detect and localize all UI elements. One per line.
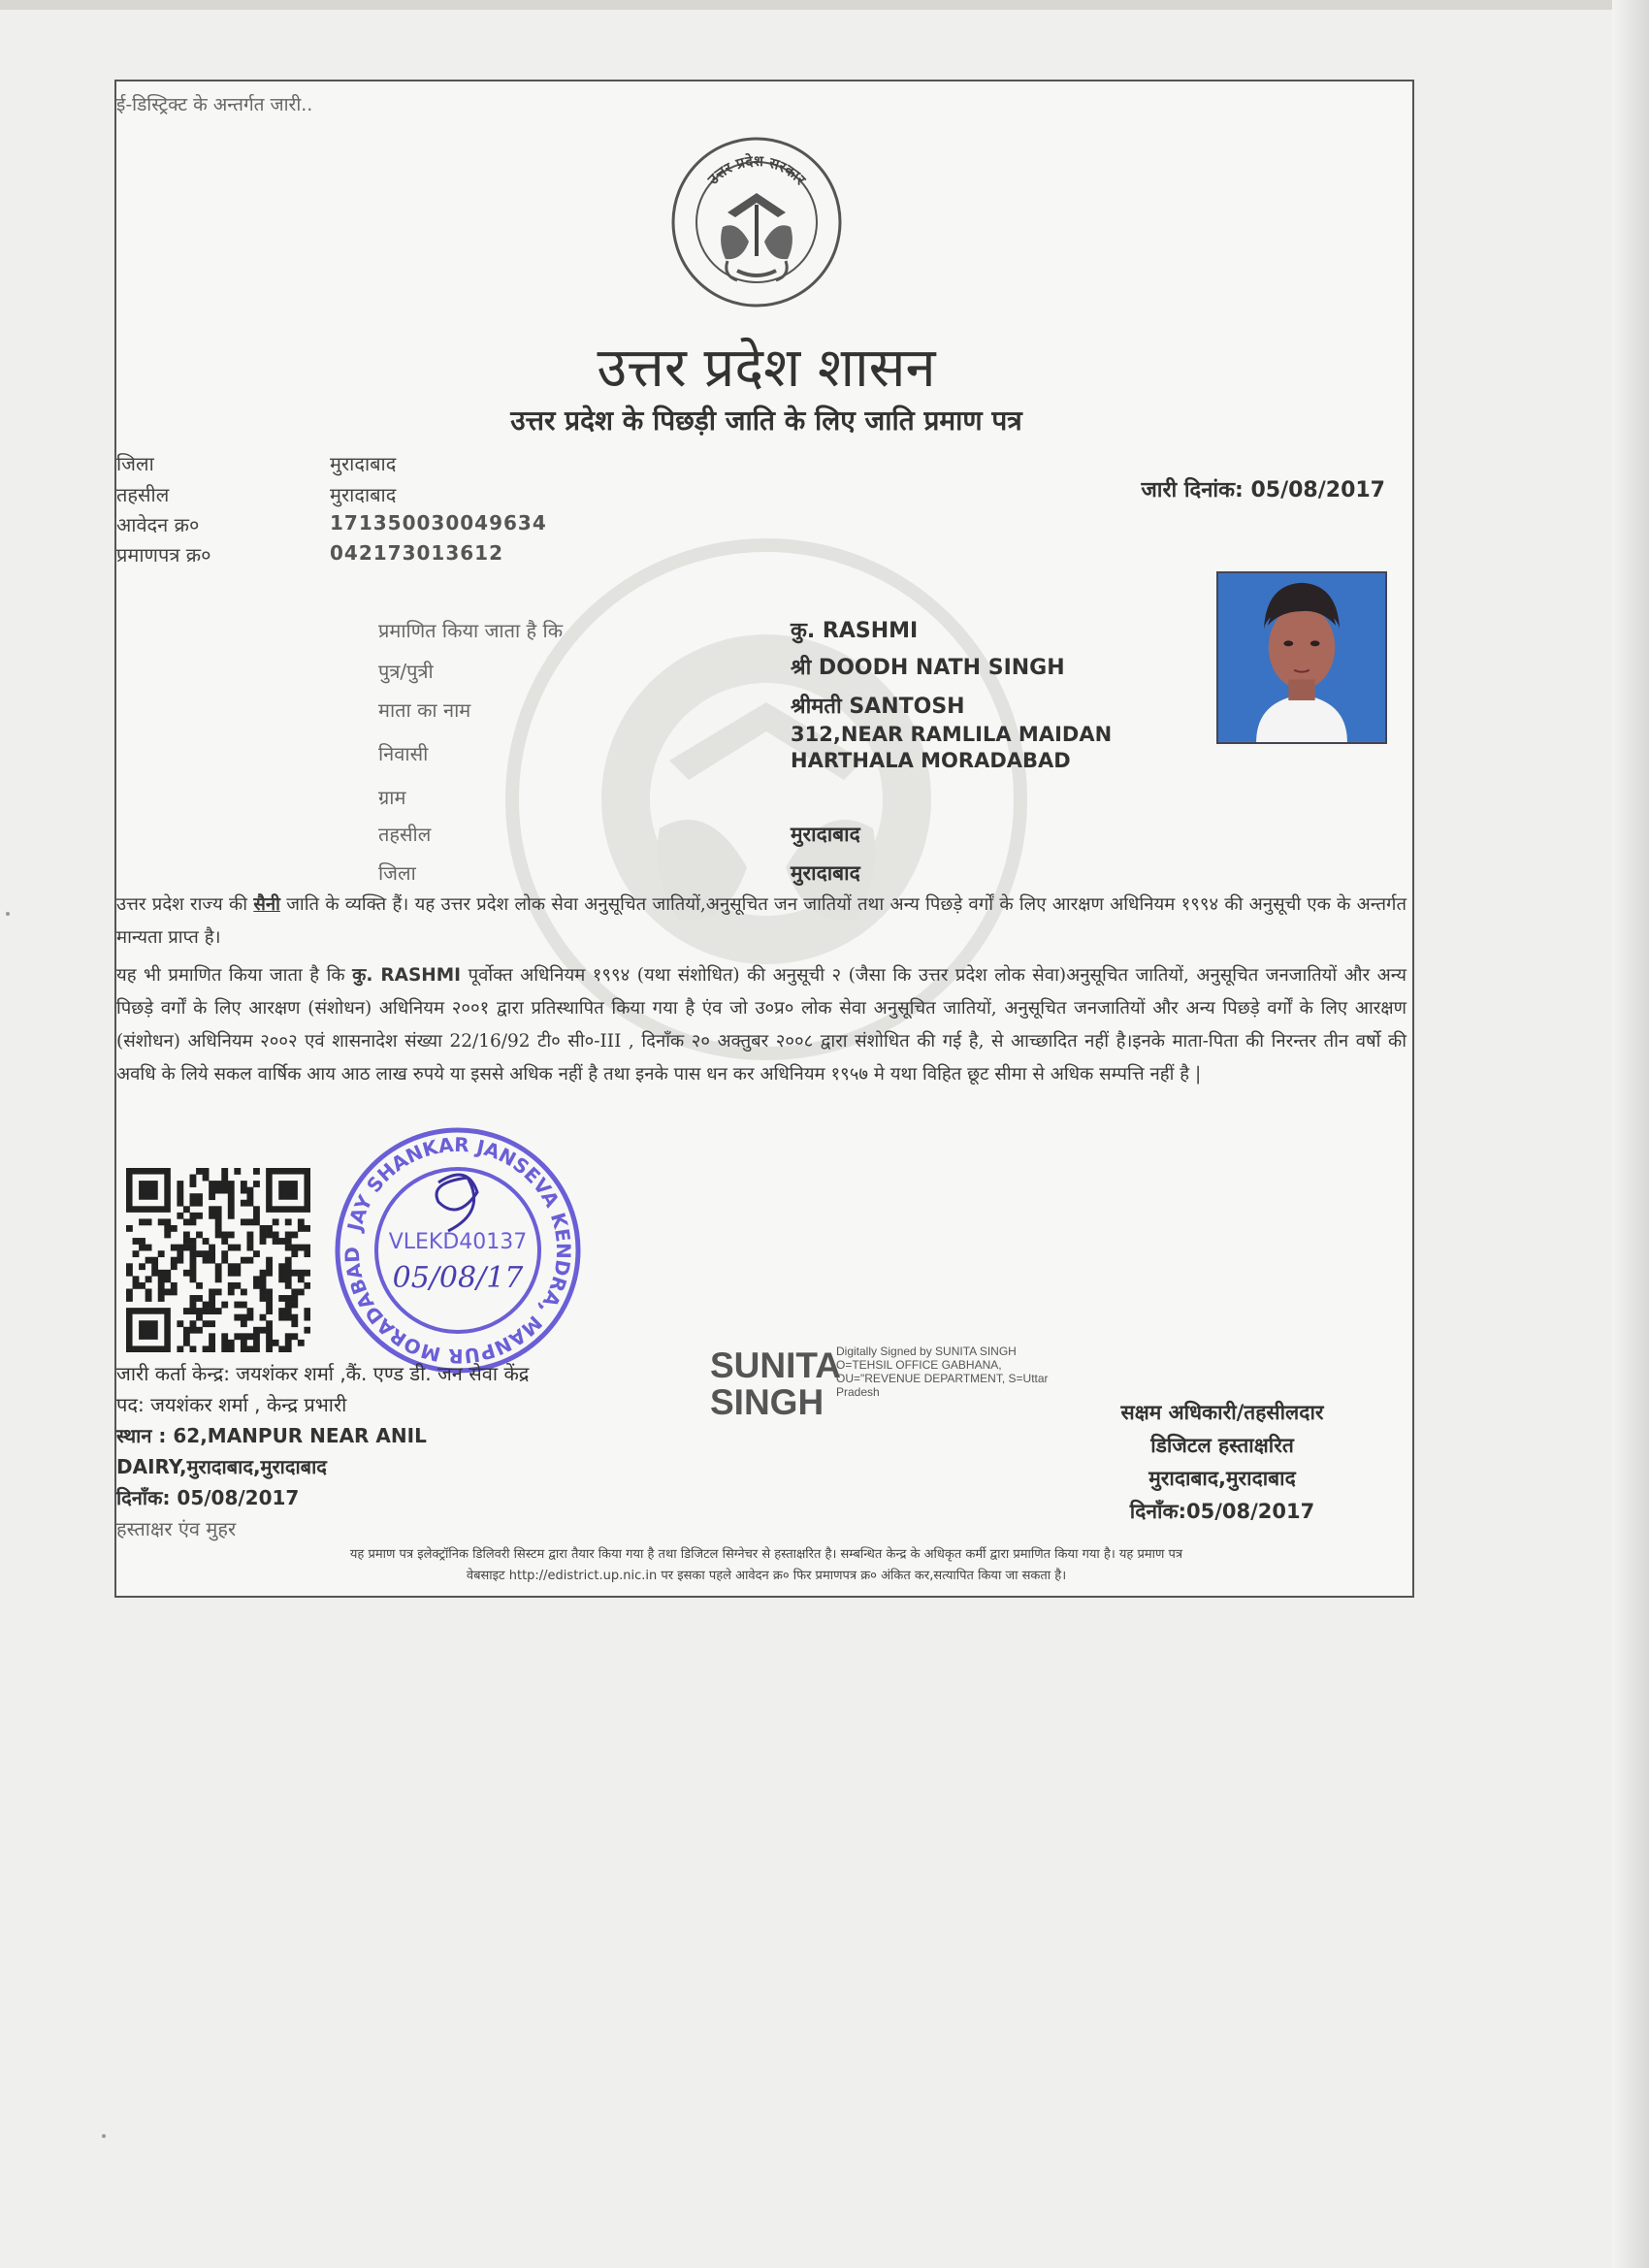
government-title: उत्तर प्रदेश शासन [597,337,936,400]
certified-label: प्रमाणित किया जाता है कि [378,619,564,642]
signature-and-seal-label: हस्ताक्षर एंव मुहर [116,1517,237,1540]
footnote-line-2: वेबसाइट http://edistrict.up.nic.in पर इसका पहले आवेदन क्र० फिर प्रमाणपत्र क्र० अंकित कर,सत्यापित किया जा सकता है। [466,1569,1067,1583]
creamy-layer-name: कु. RASHMI [352,965,462,986]
scan-edge [0,0,1649,10]
issuer-place-line-2: DAIRY,मुरादाबाद,मुरादाबाद [116,1455,327,1478]
application-label: आवेदन क्र० [116,513,200,536]
child-of-label: पुत्र/पुत्री [378,660,434,683]
creamy-layer-text: पूर्वोक्त अधिनियम १९९४ (यथा संशोधित) की अनुसूची २ (जैसा कि उत्तर प्रदेश लोक सेवा)अनुसूचित जातियों, अनुसूचित जनजातियों और अन्य पिछड़े वर्गों के लिए आरक्षण (संशोधन) अधिनियम २००१ द्वारा प्रतिस्थापित किया गया है एंव जो उ०प्र० लोक सेवा अनुसूचित जातियों, अनुसूचित जनजातियों और अन्य पिछड़े वर्गों के लिए आरक्षण (संशोधन) अधिनियम २००२ एवं शासनादेश संख्या 22/16/92 टी० सी०-III , दिनाँक २० अक्तुबर २००८ द्वारा संशोधित की गई है, से आच्छादित नहीं है।इनके माता-पिता की निरन्तर तीन वर्षो की अवधि के लिये सकल वार्षिक आय आठ लाख रुपये या इससे अधिक नहीं है तथा इनके पास धन कर अधिनियम १९५७ मे यथा विहित छूट सीमा से अधिक सम्पत्ति नहीं है | [116,965,1406,1085]
authority-place: मुरादाबाद,मुरादाबाद [1148,1467,1296,1490]
father-name: श्री DOODH NATH SINGH [791,656,1065,680]
emblem-text: उत्तर प्रदेश सरकार [703,151,810,188]
scan-edge [1612,0,1649,2268]
tehsil-value: मुरादाबाद [330,483,397,506]
janseva-kendra-seal [332,1124,584,1377]
authority-date: दिनाँक:05/08/2017 [1129,1500,1315,1523]
caste-name: सैनी [253,894,280,915]
verification-qr-code [126,1168,310,1352]
district-label: जिला [116,452,154,475]
footnote-line-1: यह प्रमाण पत्र इलेक्ट्रॉनिक डिलिवरी सिस्टम द्वारा तैयार किया गया है तथा डिजिटल सिग्नेचर से हस्ताक्षरित है। सम्बन्धित केन्द्र के अधिकृत कर्मी द्वारा प्रमाणित किया गया है। यह प्रमाण पत्र [349,1547,1183,1562]
village-label: ग्राम [378,786,406,809]
address-line-1: 312,NEAR RAMLILA MAIDAN [791,723,1113,746]
tehsil-label: तहसील [116,483,170,506]
creamy-layer-prefix: यह भी प्रमाणित किया जाता है कि [116,965,345,986]
issued-under-text: ई-डिस्ट्रिक्ट के अन्तर्गत जारी.. [116,94,313,115]
address-line-2: HARTHALA MORADABAD [791,749,1071,772]
issuer-designation: पद: जयशंकर शर्मा , केन्द्र प्रभारी [116,1393,347,1416]
certificate-document [114,80,1414,1598]
certificate-title: उत्तर प्रदेश के पिछड़ी जाति के लिए जाति प्रमाण पत्र [510,405,1022,437]
mother-label: माता का नाम [378,698,471,722]
application-number: 171350030049634 [330,511,547,535]
speck [102,2134,106,2138]
authority-digital-signed: डिजिटल हस्ताक्षरित [1150,1434,1294,1457]
seal-handwritten-date: 05/08/17 [392,1261,524,1295]
mother-name: श्रीमती SANTOSH [791,695,965,719]
caste-statement-prefix: उत्तर प्रदेश राज्य की [116,894,247,915]
creamy-layer-paragraph [116,959,1406,1091]
issuer-place-line-1: स्थान : 62,MANPUR NEAR ANIL [116,1424,427,1447]
person-district-value: मुरादाबाद [791,861,860,885]
seal-code: VLEKD40137 [388,1230,528,1254]
caste-statement-paragraph [116,889,1406,955]
district-value: मुरादाबाद [330,452,397,475]
certificate-number: 042173013612 [330,541,503,565]
issuing-center: जारी कर्ता केन्द्र: जयशंकर शर्मा ,कैं. एण्ड डी. जन सेवा केंद्र [116,1362,530,1385]
digital-signer-name [710,1347,841,1421]
svg-text:उत्तर प्रदेश सरकार [703,152,810,189]
digital-signature-details: Digitally Signed by SUNITA SINGH O=TEHSIL OFFICE GABHANA, OU="REVENUE DEPARTMENT, S=Uttar Pradesh [836,1345,1049,1399]
person-tehsil-value: मुरादाबाद [791,823,860,846]
speck [6,912,10,916]
person-district-label: जिला [378,861,416,885]
resident-label: निवासी [378,742,429,765]
applicant-name: कु. RASHMI [791,619,919,643]
authority-title: सक्षम अधिकारी/तहसीलदार [1120,1401,1324,1424]
digital-signer-last-name: SINGH [710,1382,824,1422]
seal-ring-text: JAY SHANKAR JANSEVA KENDRA, MANPUR MORADABAD [340,1132,576,1369]
caste-statement-text: जाति के व्यक्ति हैं। यह उत्तर प्रदेश लोक सेवा अनुसूचित जातियों,अनुसूचित जन जातियों तथा अन्य पिछड़े वर्गों के लिए आरक्षण अधिनियम १९९४ की अनुसूची एक के अन्तर्गत मान्यता प्राप्त है। [116,894,1406,948]
applicant-photo [1216,571,1387,744]
verification-footnote [126,1544,1406,1587]
issue-date: जारी दिनांक: 05/08/2017 [1141,478,1385,502]
person-tehsil-label: तहसील [378,823,432,846]
up-government-emblem [669,135,844,309]
digital-signer-first-name: SUNITA [710,1345,841,1385]
issuer-date: दिनाँक: 05/08/2017 [116,1486,300,1509]
certificate-number-label: प्रमाणपत्र क्र० [116,543,211,567]
